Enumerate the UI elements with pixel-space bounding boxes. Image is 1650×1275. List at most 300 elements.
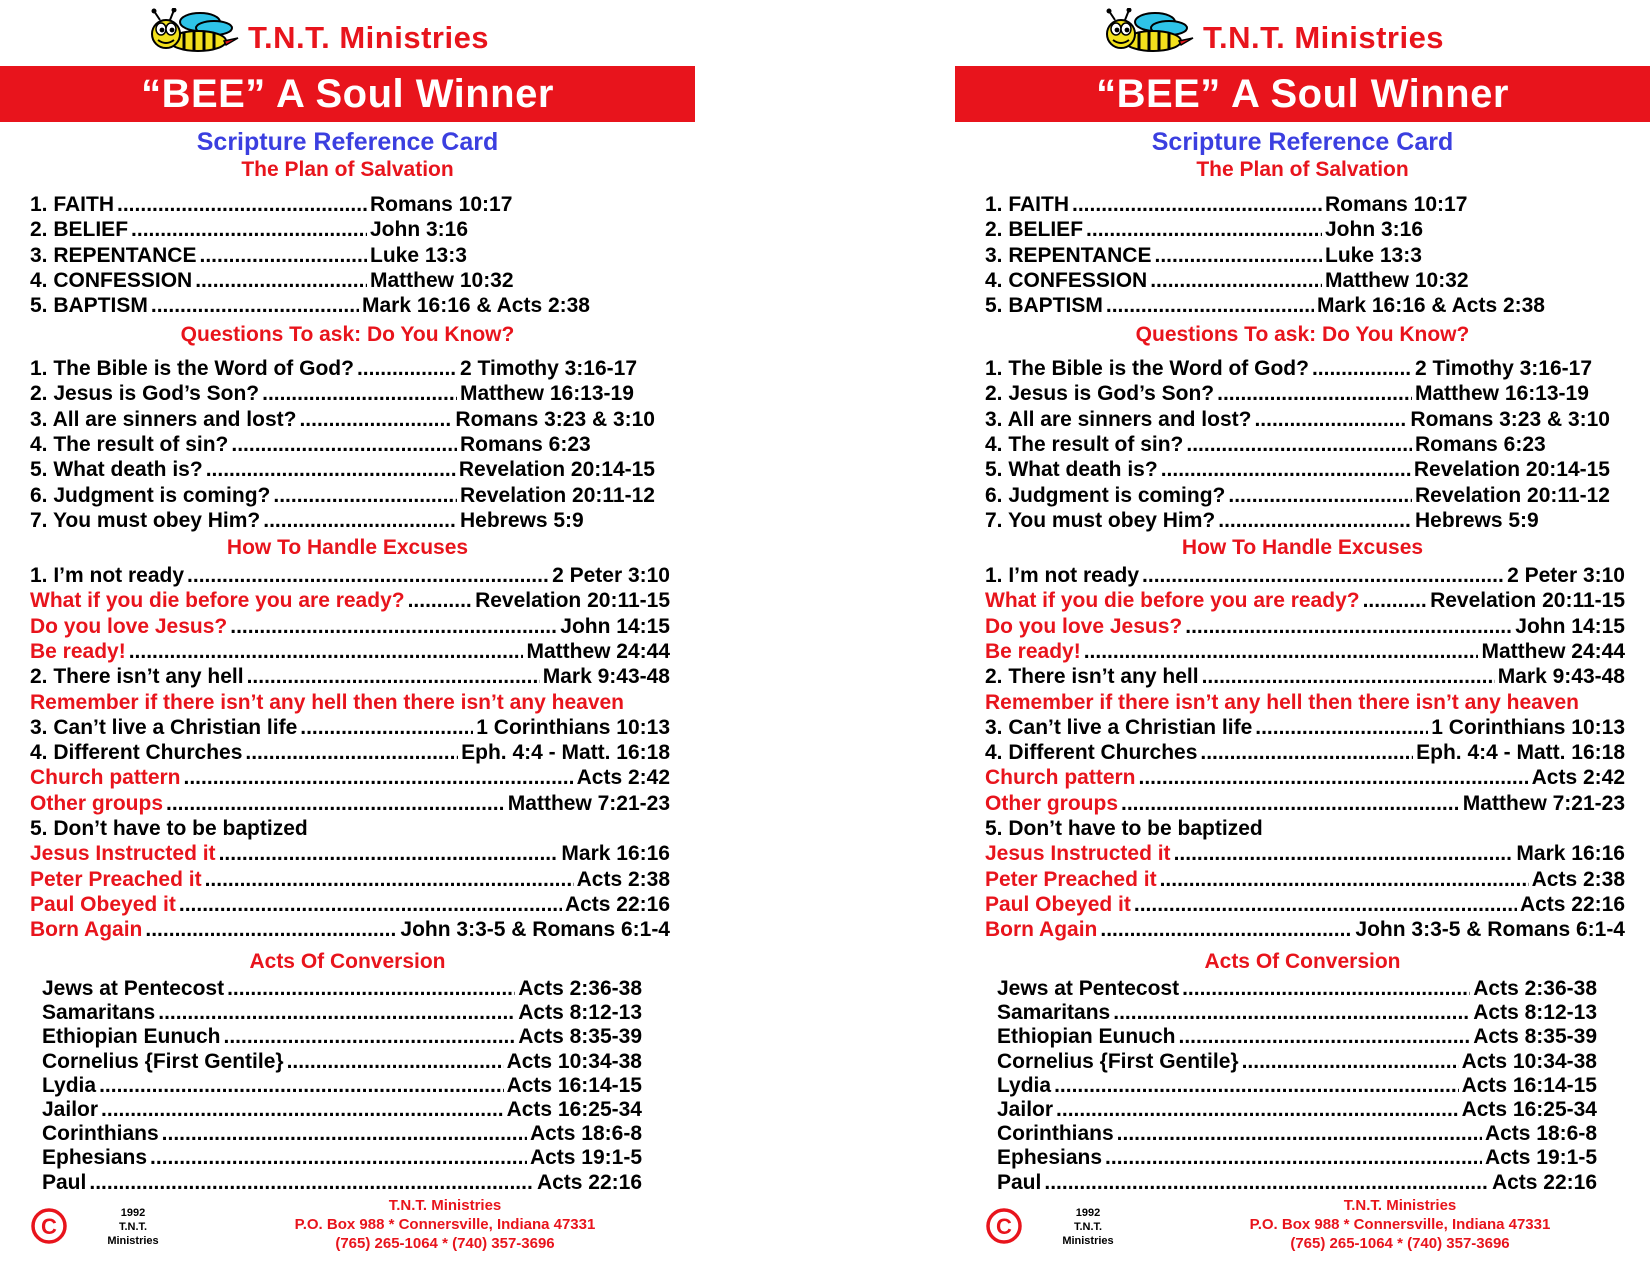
conversion-label: Paul [997, 1170, 1042, 1194]
plan-row [985, 192, 1545, 217]
dot-leader [1139, 765, 1529, 790]
excuses-label: Born Again [30, 918, 143, 942]
svg-text:C: C [41, 1214, 57, 1239]
conversion-reference: Acts 8:12-13 [1473, 1001, 1597, 1025]
dot-leader [227, 976, 515, 1001]
conversion-row [42, 1170, 642, 1195]
questions-label: 3. All are sinners and lost? [30, 407, 297, 431]
excuses-row [30, 892, 670, 917]
dot-leader [1142, 563, 1504, 588]
plan-reference: Mark 16:16 & Acts 2:38 [361, 294, 590, 318]
conversion-label: Corinthians [997, 1122, 1114, 1146]
dot-leader [89, 1170, 534, 1195]
dot-leader [179, 892, 562, 917]
excuses-label: Remember if there isn’t any hell then there isn’t any heaven [30, 690, 625, 714]
excuses-row [30, 639, 670, 664]
conversion-reference: Acts 10:34-38 [1461, 1049, 1597, 1073]
conversion-heading: Acts Of Conversion [249, 950, 446, 973]
excuses-row [985, 664, 1625, 689]
dot-leader [1086, 217, 1322, 242]
plan-reference: Matthew 10:32 [1325, 268, 1469, 292]
questions-reference: Revelation 20:14-15 [458, 458, 655, 482]
dot-leader [205, 867, 574, 892]
plan-reference: Matthew 10:32 [370, 268, 514, 292]
dot-leader [1182, 976, 1470, 1001]
questions-reference: Revelation 20:14-15 [1413, 458, 1610, 482]
dot-leader [263, 508, 457, 533]
dot-leader [1363, 588, 1427, 613]
footer-phones: (765) 265-1064 * (740) 357-3696 [335, 1235, 555, 1252]
excuses-label: 2. There isn’t any hell [30, 665, 244, 689]
dot-leader [199, 243, 367, 268]
svg-text:C: C [996, 1214, 1012, 1239]
questions-reference: 2 Timothy 3:16-17 [460, 357, 638, 380]
copyright-year-block [1053, 1206, 1123, 1248]
excuses-row [985, 740, 1625, 765]
conversion-reference: Acts 22:16 [1491, 1170, 1597, 1194]
dot-leader [129, 639, 524, 664]
excuses-label: Remember if there isn’t any hell then there isn’t any heaven [985, 690, 1580, 714]
dot-leader [1255, 715, 1428, 740]
questions-label: 6. Judgment is coming? [30, 483, 271, 507]
excuses-label: Jesus Instructed it [985, 842, 1171, 866]
excuses-reference: Mark 16:16 [1516, 842, 1625, 866]
title-banner: “BEE” A Soul Winner [0, 66, 695, 122]
questions-heading: Questions To ask: Do You Know? [1135, 323, 1470, 346]
conversion-reference: Acts 18:6-8 [1484, 1122, 1597, 1146]
conversion-reference: Acts 16:14-15 [506, 1073, 642, 1097]
dot-leader [1161, 457, 1411, 482]
plan-label: 3. REPENTANCE [30, 243, 197, 267]
conversion-row [997, 1145, 1597, 1170]
excuses-row [30, 917, 670, 942]
dot-leader [131, 217, 367, 242]
dot-leader [1242, 1049, 1459, 1074]
reference-card-right [955, 0, 1650, 1275]
conversion-reference: Acts 19:1-5 [529, 1146, 642, 1170]
excuses-row [30, 614, 670, 639]
questions-row [30, 483, 655, 508]
excuses-reference: 2 Peter 3:10 [1507, 564, 1625, 587]
dot-leader [1113, 1000, 1470, 1025]
conversion-reference: Acts 8:35-39 [1473, 1025, 1597, 1049]
conversion-row [997, 976, 1597, 1001]
dot-leader [151, 293, 359, 318]
dot-leader [184, 765, 574, 790]
conversion-label: Ethiopian Eunuch [42, 1025, 221, 1049]
dot-leader [1072, 192, 1322, 217]
excuses-reference: Matthew 7:21-23 [507, 791, 670, 815]
excuses-label: Be ready! [30, 639, 126, 663]
excuses-row [30, 867, 670, 892]
questions-reference: Matthew 16:13-19 [1415, 382, 1589, 406]
footer-address: P.O. Box 988 * Connersville, Indiana 47331 [294, 1216, 596, 1233]
copyright-icon [30, 1207, 68, 1245]
dot-leader [1179, 1024, 1471, 1049]
questions-row [985, 457, 1610, 482]
excuses-label: Other groups [985, 791, 1119, 815]
dot-leader [299, 407, 452, 432]
footer-address: P.O. Box 988 * Connersville, Indiana 47331 [1249, 1216, 1551, 1233]
questions-label: 1. The Bible is the Word of God? [985, 357, 1309, 380]
questions-row [985, 356, 1610, 381]
excuses-reference: Acts 2:38 [1531, 867, 1625, 891]
questions-row [985, 483, 1610, 508]
questions-row [30, 407, 655, 432]
conversion-row [42, 1097, 642, 1122]
dot-leader [1312, 356, 1412, 381]
excuses-reference: Mark 9:43-48 [1497, 665, 1625, 689]
conversion-reference: Acts 10:34-38 [506, 1049, 642, 1073]
excuses-row [30, 765, 670, 790]
excuses-heading: How To Handle Excuses [1181, 536, 1424, 559]
card-footer [955, 1194, 1650, 1264]
conversion-row [42, 1145, 642, 1170]
questions-reference: Romans 6:23 [1415, 432, 1546, 456]
excuses-row [30, 740, 670, 765]
copyright-year: 1992 [120, 1207, 146, 1219]
dot-leader [1044, 1170, 1489, 1195]
contact-block [1210, 1196, 1590, 1253]
excuses-reference: Mark 9:43-48 [542, 665, 670, 689]
conversion-label: Ephesians [42, 1146, 148, 1170]
questions-reference: Romans 6:23 [460, 432, 591, 456]
dot-leader [162, 1121, 527, 1146]
excuses-reference: John 3:3-5 & Romans 6:1-4 [1355, 918, 1625, 942]
dot-leader [1160, 867, 1529, 892]
org-name: T.N.T. Ministries [1203, 20, 1445, 55]
bee-mascot-icon [1103, 8, 1195, 56]
conversion-heading: Acts Of Conversion [1204, 950, 1401, 973]
plan-row [985, 293, 1545, 318]
excuses-label: Paul Obeyed it [985, 892, 1131, 916]
questions-reference: 2 Timothy 3:16-17 [1415, 357, 1593, 380]
questions-label: 3. All are sinners and lost? [985, 407, 1252, 431]
dot-leader [1121, 791, 1460, 816]
dot-leader [245, 740, 458, 765]
excuses-reference: Acts 2:38 [576, 867, 670, 891]
conversion-label: Corinthians [42, 1122, 159, 1146]
plan-label: 5. BAPTISM [30, 294, 148, 318]
excuses-row [985, 841, 1625, 866]
copyright-org-line1: T.N.T. [1073, 1221, 1103, 1233]
dot-leader [150, 1145, 527, 1170]
copyright-org-line2: Ministries [1062, 1235, 1114, 1247]
plan-row [985, 217, 1545, 242]
dot-leader [287, 1049, 504, 1074]
footer-org: T.N.T. Ministries [1343, 1197, 1457, 1214]
dot-leader [1084, 639, 1479, 664]
dot-leader [187, 563, 549, 588]
excuses-reference: Mark 16:16 [561, 842, 670, 866]
questions-row [30, 432, 655, 457]
questions-reference: Romans 3:23 & 3:10 [455, 407, 655, 431]
conversion-label: Samaritans [42, 1001, 156, 1025]
excuses-label: Jesus Instructed it [30, 842, 216, 866]
excuses-label: 3. Can’t live a Christian life [30, 715, 298, 739]
plan-heading: The Plan of Salvation [1196, 158, 1409, 181]
questions-label: 2. Jesus is God’s Son? [985, 382, 1215, 406]
excuses-reference: Matthew 7:21-23 [1462, 791, 1625, 815]
org-name: T.N.T. Ministries [248, 20, 490, 55]
excuses-label: 5. Don’t have to be baptized [985, 817, 1263, 840]
questions-label: 4. The result of sin? [985, 432, 1184, 456]
excuses-reference: John 14:15 [560, 614, 670, 638]
questions-label: 2. Jesus is God’s Son? [30, 382, 260, 406]
contact-block [255, 1196, 635, 1253]
dot-leader [300, 715, 473, 740]
questions-reference: Hebrews 5:9 [1415, 508, 1539, 532]
plan-row [30, 293, 590, 318]
excuses-reference: Acts 2:42 [576, 766, 670, 790]
conversion-reference: Acts 19:1-5 [1484, 1146, 1597, 1170]
excuses-reference: Eph. 4:4 - Matt. 16:18 [461, 741, 670, 765]
excuses-reference: Eph. 4:4 - Matt. 16:18 [1416, 741, 1625, 765]
excuses-heading: How To Handle Excuses [226, 536, 469, 559]
bee-mascot-icon [148, 8, 240, 56]
questions-label: 4. The result of sin? [30, 432, 229, 456]
conversion-row [997, 1024, 1597, 1049]
conversion-row [997, 1097, 1597, 1122]
footer-phones: (765) 265-1064 * (740) 357-3696 [1290, 1235, 1510, 1252]
dot-leader [1150, 268, 1322, 293]
plan-reference: Mark 16:16 & Acts 2:38 [1316, 294, 1545, 318]
excuses-reference: John 14:15 [1515, 614, 1625, 638]
questions-row [30, 381, 655, 406]
excuses-reference: Acts 22:16 [564, 892, 670, 916]
dot-leader [206, 457, 456, 482]
conversion-reference: Acts 8:12-13 [518, 1001, 642, 1025]
plan-label: 2. BELIEF [985, 218, 1084, 242]
questions-row [30, 457, 655, 482]
questions-label: 5. What death is? [985, 458, 1158, 482]
conversion-label: Jews at Pentecost [42, 977, 225, 1000]
plan-label: 3. REPENTANCE [985, 243, 1152, 267]
questions-row [985, 381, 1610, 406]
dot-leader [231, 432, 457, 457]
copyright-year: 1992 [1075, 1207, 1101, 1219]
conversion-label: Jews at Pentecost [997, 977, 1180, 1000]
dot-leader [224, 1024, 516, 1049]
dot-leader [262, 381, 457, 406]
conversion-label: Lydia [42, 1073, 97, 1097]
dot-leader [101, 1097, 504, 1122]
excuses-label: 1. I’m not ready [30, 564, 185, 587]
dot-leader [230, 614, 557, 639]
excuses-reference: Acts 2:42 [1531, 766, 1625, 790]
plan-row [30, 217, 590, 242]
conversion-label: Cornelius {First Gentile} [42, 1049, 284, 1073]
questions-heading: Questions To ask: Do You Know? [180, 323, 515, 346]
plan-label: 4. CONFESSION [30, 268, 193, 292]
dot-leader [273, 483, 457, 508]
conversion-reference: Acts 8:35-39 [518, 1025, 642, 1049]
questions-row [985, 508, 1610, 533]
dot-leader [247, 664, 540, 689]
dot-leader [1200, 740, 1413, 765]
excuses-reference: John 3:3-5 & Romans 6:1-4 [400, 918, 670, 942]
card-header [1103, 8, 1523, 66]
dot-leader [1217, 381, 1412, 406]
conversion-label: Samaritans [997, 1001, 1111, 1025]
excuses-reference: Matthew 24:44 [1481, 639, 1625, 663]
excuses-reference: Revelation 20:11-15 [1430, 589, 1625, 613]
conversion-row [997, 1170, 1597, 1195]
copyright-icon [985, 1207, 1023, 1245]
conversion-label: Jailor [42, 1098, 99, 1121]
plan-label: 5. BAPTISM [985, 294, 1103, 318]
excuses-label: Born Again [985, 918, 1098, 942]
dot-leader [1056, 1097, 1459, 1122]
excuses-row [30, 664, 670, 689]
conversion-label: Ephesians [997, 1146, 1103, 1170]
dot-leader [1134, 892, 1517, 917]
excuses-label: 4. Different Churches [30, 741, 243, 765]
excuses-row [985, 690, 1579, 715]
questions-row [985, 432, 1610, 457]
conversion-reference: Acts 16:25-34 [1461, 1098, 1597, 1121]
dot-leader [158, 1000, 515, 1025]
dot-leader [1154, 243, 1322, 268]
excuses-row [30, 690, 624, 715]
excuses-row [985, 816, 1263, 841]
copyright-org-line1: T.N.T. [118, 1221, 148, 1233]
questions-reference: Matthew 16:13-19 [460, 382, 634, 406]
questions-reference: Revelation 20:11-12 [1415, 483, 1610, 507]
dot-leader [1202, 664, 1495, 689]
excuses-reference: 1 Corinthians 10:13 [476, 715, 670, 739]
conversion-label: Cornelius {First Gentile} [997, 1049, 1239, 1073]
excuses-label: Church pattern [30, 766, 181, 790]
excuses-label: 4. Different Churches [985, 741, 1198, 765]
excuses-label: What if you die before you are ready? [30, 589, 405, 613]
excuses-row [985, 588, 1625, 613]
excuses-row [30, 715, 670, 740]
conversion-row [42, 1000, 642, 1025]
plan-row [985, 243, 1545, 268]
questions-label: 7. You must obey Him? [985, 508, 1216, 532]
excuses-row [30, 791, 670, 816]
conversion-row [997, 1049, 1597, 1074]
questions-row [30, 508, 655, 533]
conversion-label: Ethiopian Eunuch [997, 1025, 1176, 1049]
conversion-label: Paul [42, 1170, 87, 1194]
plan-label: 1. FAITH [985, 193, 1070, 216]
conversion-row [997, 1000, 1597, 1025]
conversion-reference: Acts 22:16 [536, 1170, 642, 1194]
conversion-reference: Acts 2:36-38 [518, 977, 642, 1000]
excuses-row [985, 715, 1625, 740]
excuses-row [985, 867, 1625, 892]
conversion-reference: Acts 16:14-15 [1461, 1073, 1597, 1097]
questions-label: 7. You must obey Him? [30, 508, 261, 532]
excuses-label: Do you love Jesus? [985, 614, 1183, 638]
questions-reference: Revelation 20:11-12 [460, 483, 655, 507]
plan-row [30, 192, 590, 217]
plan-heading: The Plan of Salvation [241, 158, 454, 181]
questions-reference: Hebrews 5:9 [460, 508, 584, 532]
dot-leader [1254, 407, 1407, 432]
excuses-label: 5. Don’t have to be baptized [30, 817, 308, 840]
excuses-label: Peter Preached it [985, 867, 1157, 891]
dot-leader [1186, 432, 1412, 457]
card-header [148, 8, 568, 66]
conversion-row [42, 1049, 642, 1074]
excuses-row [985, 614, 1625, 639]
excuses-label: 1. I’m not ready [985, 564, 1140, 587]
dot-leader [99, 1073, 504, 1098]
excuses-label: Paul Obeyed it [30, 892, 176, 916]
dot-leader [219, 841, 559, 866]
questions-row [30, 356, 655, 381]
excuses-row [985, 791, 1625, 816]
plan-row [30, 268, 590, 293]
conversion-label: Jailor [997, 1098, 1054, 1121]
excuses-row [985, 639, 1625, 664]
dot-leader [408, 588, 472, 613]
conversion-row [42, 976, 642, 1001]
excuses-label: Church pattern [985, 766, 1136, 790]
plan-reference: Romans 10:17 [370, 193, 513, 216]
plan-reference: John 3:16 [1325, 218, 1424, 242]
dot-leader [1054, 1073, 1459, 1098]
questions-label: 6. Judgment is coming? [985, 483, 1226, 507]
questions-label: 5. What death is? [30, 458, 203, 482]
conversion-row [997, 1121, 1597, 1146]
dot-leader [1100, 917, 1352, 942]
card-subtitle: Scripture Reference Card [1151, 128, 1454, 156]
excuses-label: Other groups [30, 791, 164, 815]
plan-label: 1. FAITH [30, 193, 115, 216]
plan-reference: John 3:16 [370, 218, 469, 242]
copyright-year-block [98, 1206, 168, 1248]
excuses-label: What if you die before you are ready? [985, 589, 1360, 613]
title-banner: “BEE” A Soul Winner [955, 66, 1650, 122]
reference-card-left [0, 0, 700, 1275]
conversion-label: Lydia [997, 1073, 1052, 1097]
dot-leader [1106, 293, 1314, 318]
excuses-reference: Matthew 24:44 [526, 639, 670, 663]
excuses-label: Peter Preached it [30, 867, 202, 891]
dot-leader [1174, 841, 1514, 866]
excuses-label: 3. Can’t live a Christian life [985, 715, 1253, 739]
plan-reference: Romans 10:17 [1325, 193, 1468, 216]
plan-label: 4. CONFESSION [985, 268, 1148, 292]
excuses-reference: 1 Corinthians 10:13 [1431, 715, 1625, 739]
card-subtitle: Scripture Reference Card [196, 128, 499, 156]
dot-leader [117, 192, 367, 217]
plan-label: 2. BELIEF [30, 218, 129, 242]
conversion-reference: Acts 2:36-38 [1473, 977, 1597, 1000]
excuses-label: Do you love Jesus? [30, 614, 228, 638]
excuses-label: Be ready! [985, 639, 1081, 663]
excuses-row [985, 917, 1625, 942]
conversion-row [42, 1121, 642, 1146]
excuses-reference: Revelation 20:11-15 [475, 589, 670, 613]
footer-org: T.N.T. Ministries [388, 1197, 502, 1214]
dot-leader [1228, 483, 1412, 508]
dot-leader [1105, 1145, 1482, 1170]
dot-leader [1117, 1121, 1482, 1146]
dot-leader [166, 791, 505, 816]
dot-leader [145, 917, 397, 942]
conversion-row [997, 1073, 1597, 1098]
excuses-row [30, 841, 670, 866]
excuses-row [30, 588, 670, 613]
dot-leader [1218, 508, 1412, 533]
plan-reference: Luke 13:3 [1325, 243, 1422, 267]
plan-row [985, 268, 1545, 293]
